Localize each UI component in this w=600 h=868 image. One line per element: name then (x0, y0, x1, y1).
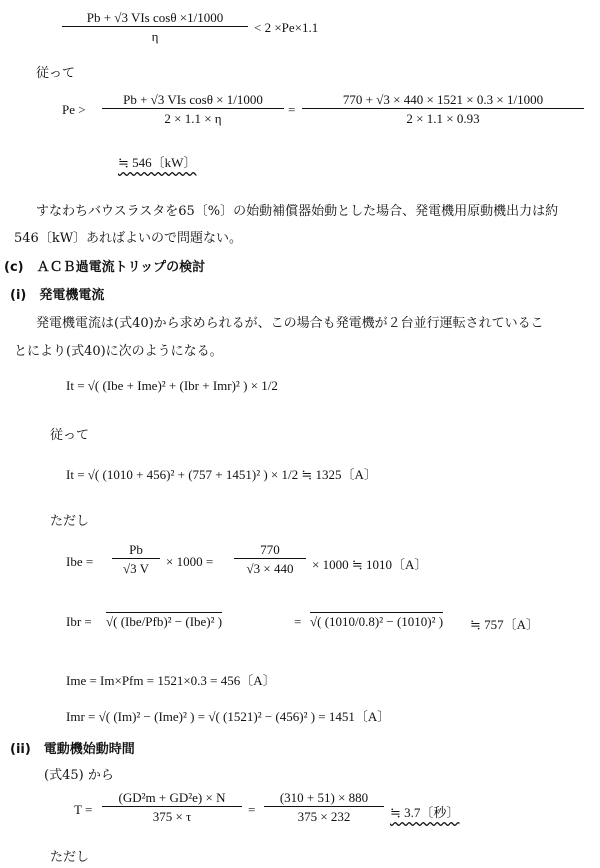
t-rhs: ≒ 3.7〔秒〕 (390, 805, 460, 820)
t-num1: (GD²m + GD²e) × N (102, 790, 242, 807)
ibe-mid: × 1000 = (166, 554, 214, 569)
section-ii-heading: (ii) 電動機始動時間 (10, 742, 135, 757)
equation-it: It = √( (Ibe + Ime)² + (Ibr + Imr)² ) × 1/2 (66, 378, 278, 393)
therefore-2: 従って (50, 428, 90, 443)
ibr-expr2: √( (1010/0.8)² − (1010)² ) (310, 614, 444, 629)
t-num2: (310 + 51) × 880 (264, 790, 384, 807)
ibr-eq: = (294, 614, 302, 629)
ibe-den1: √3 V (122, 561, 150, 576)
ibe-rhs: × 1000 ≒ 1010〔A〕 (312, 557, 428, 572)
equation-t (74, 790, 574, 834)
equation-ibe (66, 542, 566, 586)
eq1-rhs: < 2 ×Pe×1.1 (254, 20, 319, 35)
t-lhs: T = (74, 802, 93, 817)
equation-1 (62, 10, 362, 50)
equation-ime: Ime = Im×Pfm = 1521×0.3 = 456〔A〕 (66, 673, 276, 688)
t-eq: = (248, 802, 256, 817)
eq1-denominator: η (151, 29, 159, 44)
eq2-num2: 770 + √3 × 440 × 1521 × 0.3 × 1/1000 (302, 92, 584, 109)
ibe-den2: √3 × 440 (246, 561, 294, 576)
t-den1: 375 × τ (152, 809, 192, 824)
ibr-lhs: Ibr = (66, 614, 92, 629)
tadashi-1: ただし (50, 514, 90, 529)
therefore-1: 従って (36, 66, 76, 81)
equation-it-values: It = √( (1010 + 456)² + (757 + 1451)² ) × 1/2 ≒ 1325〔A〕 (66, 467, 377, 482)
section-i-heading: (i) 発電機電流 (10, 288, 105, 303)
ibe-lhs: Ibe = (66, 554, 94, 569)
equation-ibr (66, 604, 566, 644)
tadashi-2: ただし (50, 850, 90, 865)
section-c-heading: (c) ＡＣＢ過電流トリップの検討 (4, 260, 206, 275)
ibr-rhs: ≒ 757〔A〕 (470, 617, 540, 632)
equation-2 (62, 92, 582, 134)
ibe-num1: Pb (112, 542, 160, 559)
from-eq45: (式45) から (44, 768, 114, 783)
ibr-expr1: √( (Ibe/Pfb)² − (Ibe)² ) (106, 614, 223, 629)
eq2-eq: = (288, 102, 296, 117)
paragraph-1-line-1: すなわちバウスラスタを65〔%〕の始動補償器始動とした場合、発電機用原動機出力は約 (36, 204, 559, 219)
t-den2: 375 × 232 (297, 809, 351, 824)
paragraph-2-line-1: 発電機電流は(式40)から求められるが、この場合も発電機が２台並行運転されているこ (36, 316, 544, 331)
eq2-num1: Pb + √3 VIs cosθ × 1/1000 (102, 92, 284, 109)
equation-imr: Imr = √( (Im)² − (Ime)² ) = √( (1521)² − (456)² ) = 1451〔A〕 (66, 709, 391, 724)
eq2-result: ≒ 546〔kW〕 (118, 155, 197, 170)
paragraph-1-line-2: 546〔kW〕あればよいので問題ない。 (14, 231, 243, 246)
eq2-den1: 2 × 1.1 × η (164, 111, 222, 126)
eq2-den2: 2 × 1.1 × 0.93 (406, 111, 480, 126)
ibe-num2: 770 (234, 542, 306, 559)
eq1-numerator: Pb + √3 VIs cosθ ×1/1000 (62, 10, 248, 27)
paragraph-2-line-2: とにより(式40)に次のようになる。 (14, 344, 223, 359)
eq2-lhs: Pe > (62, 102, 86, 117)
